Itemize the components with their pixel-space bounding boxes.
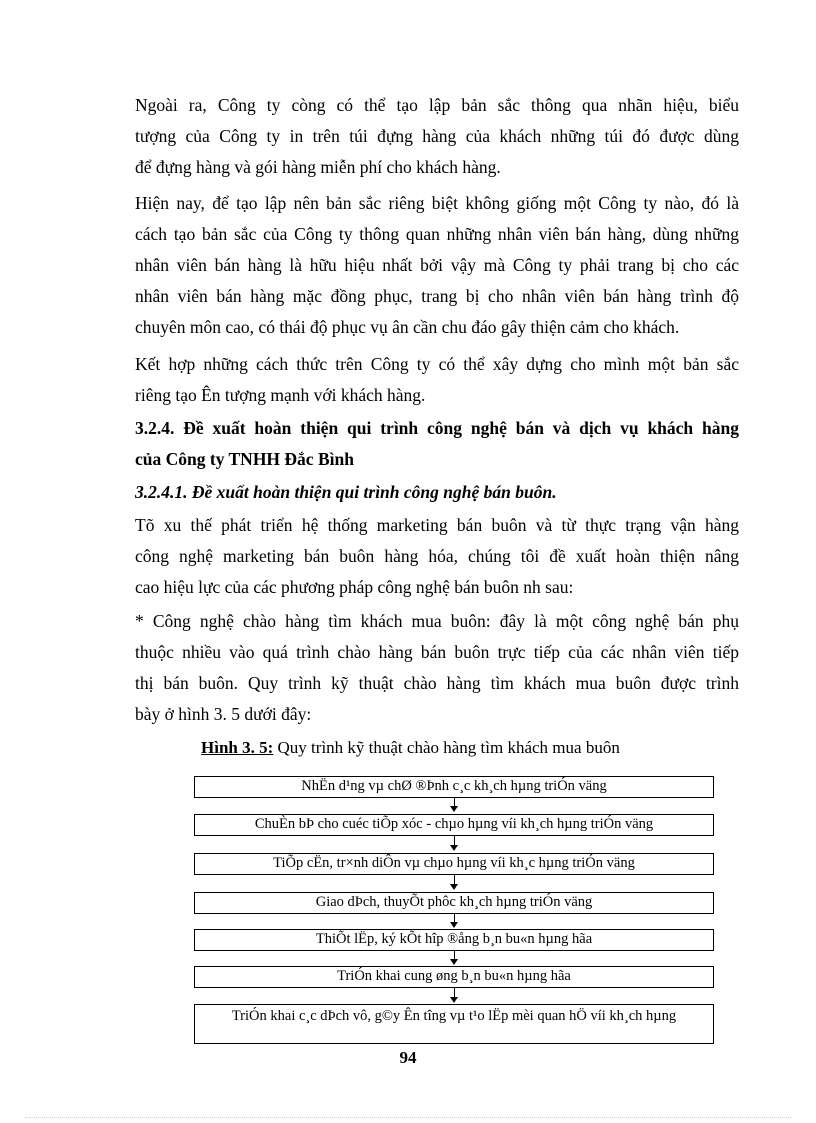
heading-line: 3.2.4. Đề xuất hoàn thiện qui trình công nghệ bán và dịch vụ khách hàng <box>135 418 739 438</box>
text-line: cao hiệu lực của các phương pháp công nghệ bán buôn nh sau: <box>135 577 574 597</box>
flow-step-2: ChuÈn bÞ cho cuéc tiÕp xóc - chµo hµng víi kh¸ch hµng triÓn väng <box>194 814 714 836</box>
flow-arrow <box>454 988 455 997</box>
flow-arrow <box>454 798 455 806</box>
subsection-heading <box>135 477 739 508</box>
footer-divider <box>25 1117 791 1118</box>
flow-arrow <box>454 875 455 884</box>
text-line: riêng tạo Ên tượng mạnh với khách hàng. <box>135 385 426 405</box>
flow-step-6: TriÓn khai cung øng b¸n bu«n hµng hãa <box>194 966 714 988</box>
flow-arrow <box>454 951 455 959</box>
flow-arrow <box>454 836 455 845</box>
paragraph-4 <box>135 510 739 603</box>
text-line: cách tạo bản sắc của Công ty thông quan những nhân viên bán hàng, dùng những <box>135 224 739 244</box>
text-line: * Công nghệ chào hàng tìm khách mua buôn: đây là một công nghệ bán phụ <box>135 611 739 631</box>
text-line: công nghệ marketing bán buôn hàng hóa, chúng tôi đề xuất hoàn thiện nâng <box>135 546 739 566</box>
arrow-head-icon <box>450 997 458 1003</box>
arrow-head-icon <box>450 806 458 812</box>
arrow-head-icon <box>450 922 458 928</box>
text-line: nhân viên bán hàng là hữu hiệu nhất bởi vậy mà Công ty phải trang bị cho các <box>135 255 739 275</box>
text-line: Kết hợp những cách thức trên Công ty có thể xây dựng cho mình một bản sắc <box>135 354 739 374</box>
flow-step-5: ThiÕt lËp, ký kÕt hîp ®ång b¸n bu«n hµng hãa <box>194 929 714 951</box>
text-line: Ngoài ra, Công ty còng có thể tạo lập bản sắc thông qua nhãn hiệu, biểu <box>135 95 739 115</box>
flow-step-7: TriÓn khai c¸c dÞch vô, g©y Ên tîng vµ t¹o lËp mèi quan hÖ víi kh¸ch hµng <box>194 1004 714 1044</box>
paragraph-1 <box>135 90 739 183</box>
text-line: tượng của Công ty in trên túi đựng hàng của khách những túi đó được dùng <box>135 126 739 146</box>
text-line: chuyên môn cao, có thái độ phục vụ ân cần chu đáo gây thiện cảm cho khách. <box>135 317 680 337</box>
text-line: Hiện nay, để tạo lập nên bản sắc riêng biệt không giống một Công ty nào, đó là <box>135 193 739 213</box>
heading-line: của Công ty TNHH Đắc Bình <box>135 449 354 469</box>
text-line: thuộc nhiều vào quá trình chào hàng bán buôn trực tiếp của các nhân viên tiếp <box>135 642 739 662</box>
arrow-head-icon <box>450 884 458 890</box>
text-line: Tõ xu thế phát triển hệ thống marketing bán buôn và từ thực trạng vận hàng <box>135 515 739 535</box>
figure-caption <box>201 738 620 758</box>
figure-label: Hình 3. 5: <box>201 738 274 757</box>
text-line: thị bán buôn. Quy trình kỹ thuật chào hàng tìm khách mua buôn được trình <box>135 673 739 693</box>
flow-step-4: Giao dÞch, thuyÕt phôc kh¸ch hµng triÓn väng <box>194 892 714 914</box>
arrow-head-icon <box>450 845 458 851</box>
heading-line: 3.2.4.1. Đề xuất hoàn thiện qui trình công nghệ bán buôn. <box>135 482 557 502</box>
section-heading <box>135 413 739 475</box>
paragraph-2 <box>135 188 739 343</box>
figure-title: Quy trình kỹ thuật chào hàng tìm khách mua buôn <box>273 738 620 757</box>
paragraph-3 <box>135 349 739 411</box>
flow-step-3: TiÕp cËn, tr×nh diÔn vµ chµo hµng víi kh¸c hµng triÓn väng <box>194 853 714 875</box>
flow-step-1: NhËn d¹ng vµ chØ ®Þnh c¸c kh¸ch hµng triÓn väng <box>194 776 714 798</box>
text-line: bày ở hình 3. 5 dưới đây: <box>135 704 312 724</box>
text-line: để đựng hàng và gói hàng miễn phí cho khách hàng. <box>135 157 501 177</box>
arrow-head-icon <box>450 959 458 965</box>
paragraph-5 <box>135 606 739 730</box>
page-number: 94 <box>399 1048 417 1067</box>
flow-arrow <box>454 914 455 922</box>
text-line: nhân viên bán hàng mặc đồng phục, trang bị cho nhân viên bán hàng trình độ <box>135 286 739 306</box>
